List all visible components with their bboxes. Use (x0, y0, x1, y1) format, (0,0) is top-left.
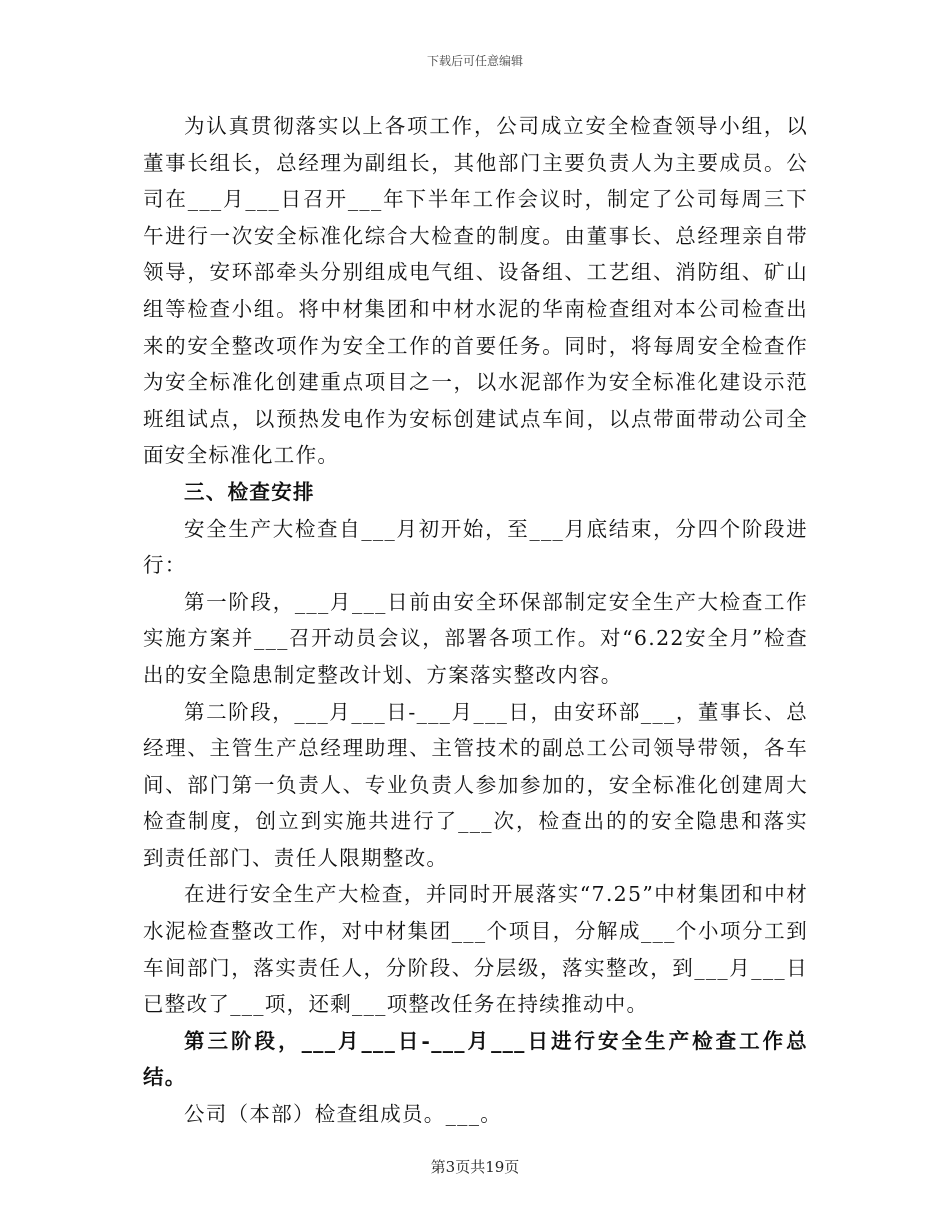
paragraph-phase-one: 第一阶段，___月___日前由安全环保部制定安全生产大检查工作实施方案并___召开动员会议，部署各项工作。对“6.22安全月”检查出的安全隐患制定整改计划、方案落实整改内容。 (143, 589, 808, 687)
paragraph-leadership-group: 为认真贯彻落实以上各项工作，公司成立安全检查领导小组，以董事长组长，总经理为副组长，其他部门主要负责人为主要成员。公司在___月___日召开___年下半年工作会议时，制定了公司每周三下午进行一次安全标准化综合大检查的制度。由董事长、总经理亲自带领导，安环部牵头分别组成电气组、设备组、工艺组、消防组、矿山组等检查小组。将中材集团和中材水泥的华南检查组对本公司检查出来的安全整改项作为安全工作的首要任务。同时，将每周安全检查作为安全标准化创建重点项目之一，以水泥部作为安全标准化建设示范班组试点，以预热发电作为安标创建试点车间，以点带面带动公司全面安全标准化工作。 (143, 114, 808, 468)
paragraph-rectification: 在进行安全生产大检查，并同时开展落实“7.25”中材集团和中材水泥检查整改工作，对中材集团___个项目，分解成___个小项分工到车间部门，落实责任人，分阶段、分层级，落实整改，到___月___日已整改了___项，还剩___项整改任务在持续推动中。 (143, 882, 808, 1017)
paragraph-inspection-members: 公司（本部）检查组成员。___。 (184, 1102, 503, 1127)
page-header: 下载后可任意编辑 (426, 54, 523, 68)
document-body (143, 108, 808, 1133)
paragraph-inspection-period: 安全生产大检查自___月初开始，至___月底结束，分四个阶段进行： (143, 516, 808, 578)
paragraph-phase-two: 第二阶段，___月___日-___月___日，由安环部___，董事长、总经理、主管生产总经理助理、主管技术的副总工公司领导带领，各车间、部门第一负责人、专业负责人参加参加的，安全标准化创建周大检查制度，创立到实施共进行了___次，检查出的的安全隐患和落实到责任部门、责任人限期整改。 (143, 699, 808, 870)
section-heading-inspection-arrangement: 三、检查安排 (184, 479, 315, 504)
paragraph-phase-three: 第三阶段，___月___日-___月___日进行安全生产检查工作总结。 (143, 1028, 808, 1090)
page-number: 第3页共19页 (430, 1158, 520, 1176)
